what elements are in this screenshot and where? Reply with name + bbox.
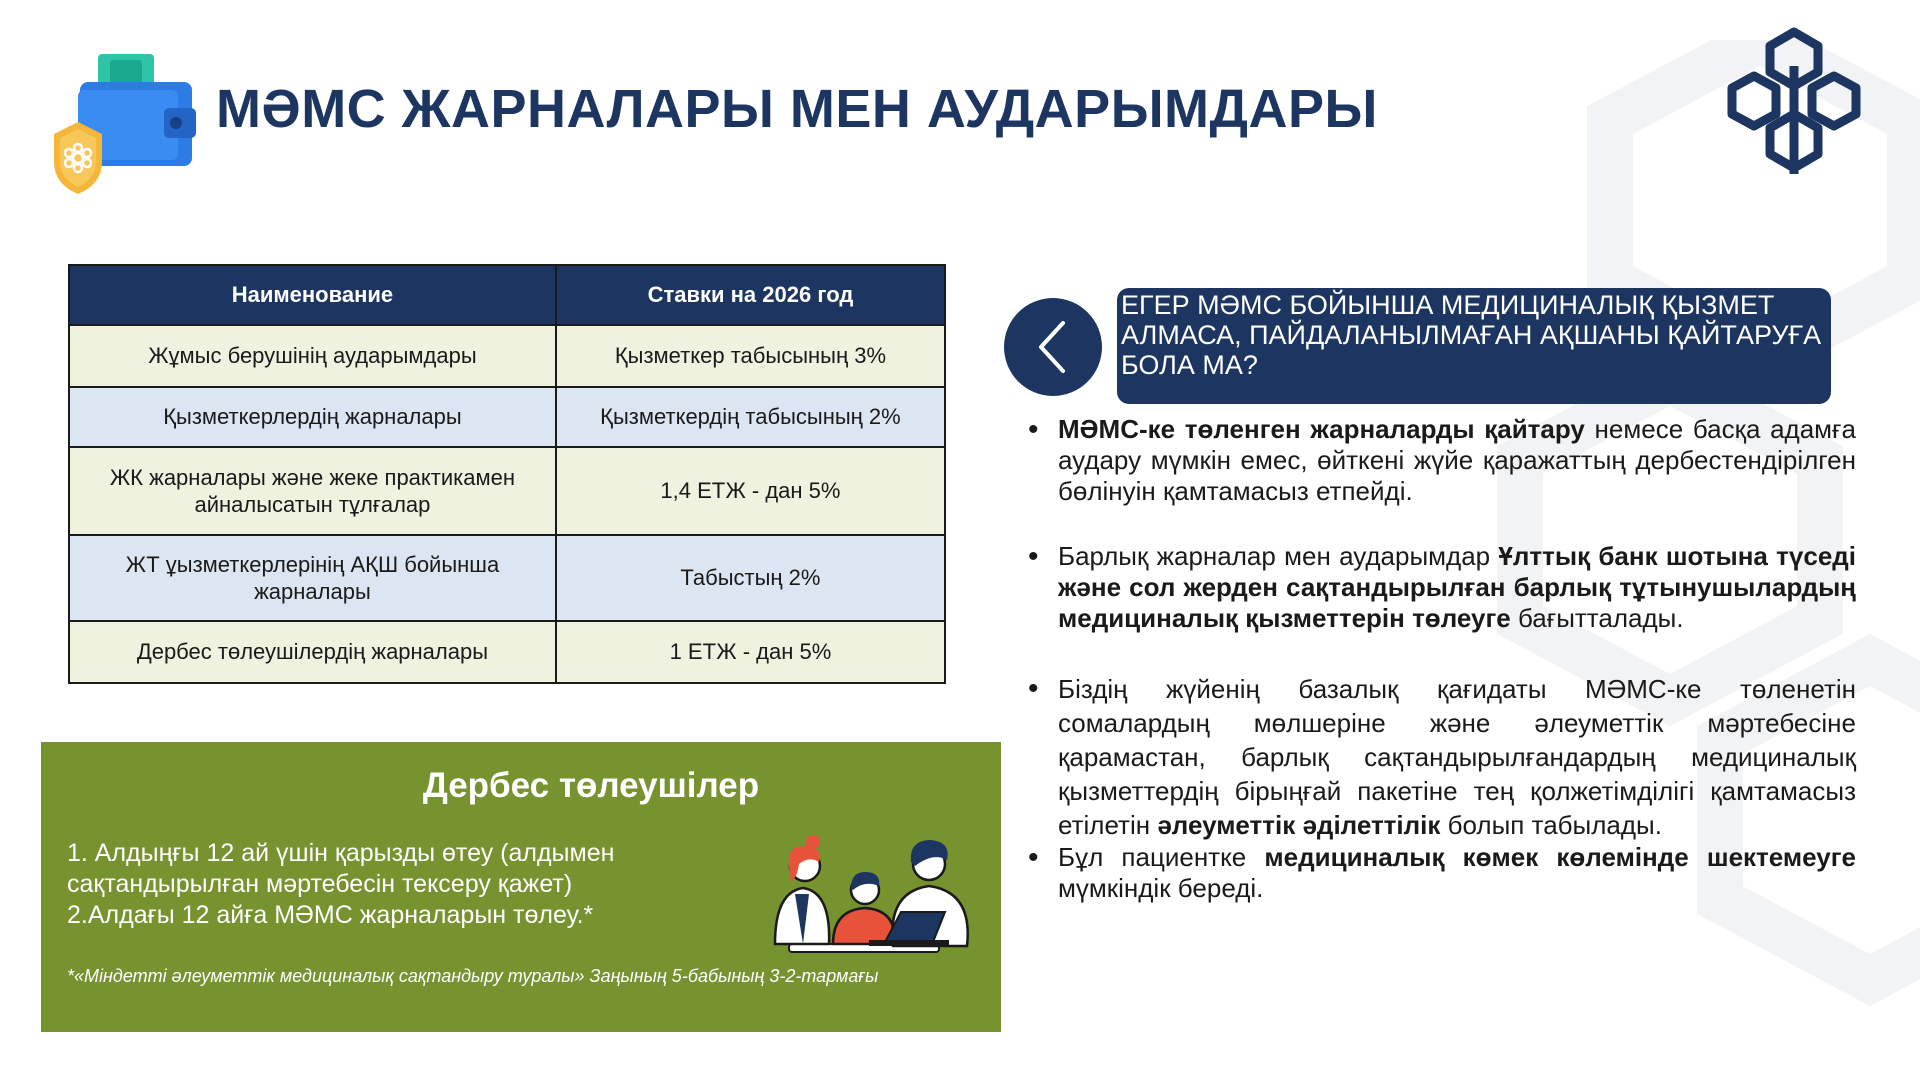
- table-row: [69, 621, 945, 683]
- panel-title: Дербес төлеушілер: [422, 766, 760, 805]
- table-row: [69, 325, 945, 387]
- bullet-item-4: [1028, 842, 1856, 904]
- table-cell-name: ЖК жарналары және жеке практикамен айналысатын тұлғалар: [69, 447, 556, 535]
- bullet-4-text: Бұл пациентке: [1058, 842, 1265, 872]
- panel-list: [67, 838, 707, 931]
- panel-item-2: 2.Алдағы 12 айға МӘМС жарналарын төлеу.*: [67, 901, 594, 929]
- question-banner: ЕГЕР МӘМС БОЙЫНША МЕДИЦИНАЛЫҚ ҚЫЗМЕТ АЛМАСА, ПАЙДАЛАНЫЛМАҒАН АҚШАНЫ ҚАЙТАРУҒА БОЛА МА?: [1117, 288, 1831, 404]
- chevron-left-icon: [1033, 317, 1073, 377]
- table-cell-rate: Қызметкер табысының 3%: [556, 325, 945, 387]
- table-row: [69, 387, 945, 447]
- table-row: [69, 535, 945, 621]
- bullet-2-bold: Ұлттық банк шотына түседі және сол жерден сақтандырылған барлық тұтынушылардың медициналық қызметтерін төлеуге: [1058, 541, 1857, 633]
- bullet-4-bold: медициналық көмек көлемінде шектемеуге: [1264, 842, 1856, 872]
- bullet-3-tail: болып табылады.: [1440, 810, 1662, 840]
- table-cell-rate: Қызметкердің табысының 2%: [556, 387, 945, 447]
- table-cell-name: ЖТ ұызметкерлерінің АҚШ бойынша жарналары: [69, 535, 556, 621]
- table-row: [69, 447, 945, 535]
- bullet-1-bold: МӘМС-ке төленген жарналарды қайтару: [1058, 414, 1585, 444]
- wallet-shield-icon: [52, 52, 202, 194]
- logo-icon: [1722, 26, 1866, 174]
- bullet-item-1: [1028, 414, 1856, 507]
- bullet-1-text: немесе басқа адамға аудару мүмкін емес, өйткені жүйе қаражаттың дербестендірілген бөлінуін қамтамасыз етпейді.: [1058, 414, 1856, 506]
- table-header-row: [69, 265, 945, 325]
- bullet-item-2: [1028, 541, 1856, 634]
- table-cell-name: Қызметкерлердің жарналары: [69, 387, 556, 447]
- bullet-3-bold: әлеуметтік әділеттілік: [1157, 810, 1441, 840]
- page-title: МӘМС ЖАРНАЛАРЫ МЕН АУДАРЫМДАРЫ: [216, 79, 1378, 139]
- table-cell-rate: 1 ЕТЖ - дан 5%: [556, 621, 945, 683]
- bullet-list: [1028, 414, 1856, 904]
- back-button[interactable]: [1004, 298, 1102, 396]
- people-illustration: [769, 822, 999, 972]
- table-cell-name: Дербес төлеушілердің жарналары: [69, 621, 556, 683]
- panel-item-1: 1. Алдыңғы 12 ай үшін қарызды өтеу (алдымен сақтандырылған мәртебесін тексеру қажет): [67, 839, 615, 898]
- bullet-4-tail: мүмкіндік береді.: [1058, 873, 1264, 903]
- bullet-3-text: Біздің жүйенің базалық қағидаты МӘМС-ке төленетін сомалардың мөлшеріне және әлеуметтік мәртебесіне қарамастан, барлық сақтандырылғандардың медициналық қызметтердің бірыңғай пакетіне тең қолжетімділігі қамтамасыз етілетін: [1058, 674, 1856, 840]
- table-cell-rate: Табыстың 2%: [556, 535, 945, 621]
- table-header-name: Наименование: [69, 265, 556, 325]
- bullet-2-text: Барлық жарналар мен аударымдар: [1058, 541, 1499, 571]
- bullet-2-tail: бағытталады.: [1510, 603, 1684, 633]
- panel-footnote: *«Міндетті әлеуметтік медициналық сақтандыру туралы» Заңының 5-бабының 3-2-тармағы: [67, 966, 879, 986]
- bullet-item-3: [1028, 672, 1856, 842]
- table-cell-rate: 1,4 ЕТЖ - дан 5%: [556, 447, 945, 535]
- table-cell-name: Жұмыс берушінің аударымдары: [69, 325, 556, 387]
- self-payers-panel: [41, 742, 1001, 1032]
- table-header-rate: Ставки на 2026 год: [556, 265, 945, 325]
- rates-table: [68, 264, 946, 684]
